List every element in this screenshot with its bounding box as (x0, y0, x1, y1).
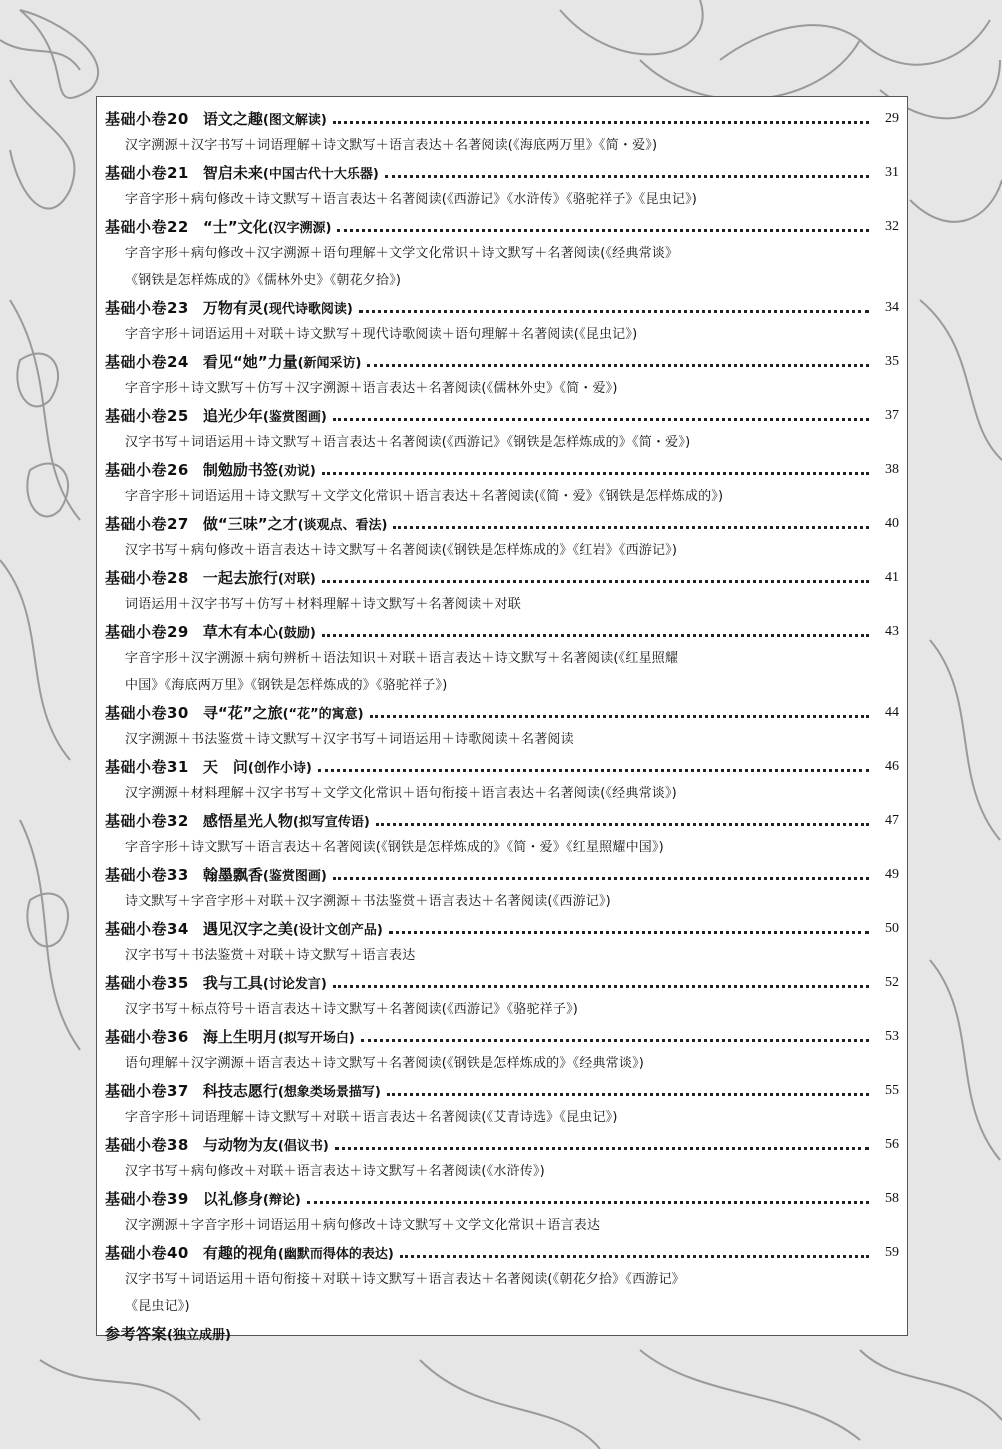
toc-entry-name: 制勉励书签 (202, 461, 278, 479)
toc-entry-code: 基础小卷27 (105, 515, 189, 533)
toc-entry-page-number: 47 (885, 812, 899, 828)
answer-key-subtitle: (独立成册) (167, 1328, 231, 1343)
toc-entry-code: 基础小卷36 (105, 1028, 189, 1046)
answer-key-entry[interactable] (105, 1320, 899, 1347)
toc-entry-description: 字音字形＋诗文默写＋仿写＋汉字溯源＋语言表达＋名著阅读(《儒林外史》《简・爱》) (125, 381, 618, 396)
toc-entry-name: 科技志愿行 (202, 1082, 278, 1100)
toc-entry[interactable] (105, 105, 899, 159)
toc-entry-subtitle: (设计文创产品) (292, 923, 383, 938)
dot-leader (307, 1201, 869, 1204)
toc-entry-page-number: 34 (885, 299, 899, 315)
toc-entry-description: 字音字形＋病句修改＋汉字溯源＋语句理解＋文学文化常识＋诗文默写＋名著阅读(《经典常谈》 (125, 246, 679, 261)
dot-leader (337, 229, 869, 232)
toc-entry-code: 基础小卷29 (105, 623, 189, 641)
toc-entry-title-line (105, 753, 899, 780)
toc-entry-title-line (105, 510, 899, 537)
toc-entry-subtitle: (创作小诗) (247, 761, 312, 776)
toc-entry-subtitle: (劝说) (277, 464, 316, 479)
toc-entry-page-number: 44 (885, 704, 899, 720)
toc-entry-title-line (105, 1023, 899, 1050)
toc-entry-name: “士”文化 (202, 218, 268, 236)
toc-entry[interactable] (105, 1185, 899, 1239)
toc-entry-subtitle: (鉴赏图画) (262, 869, 327, 884)
toc-entry-name: 有趣的视角 (202, 1244, 278, 1262)
toc-entry[interactable] (105, 456, 899, 510)
toc-entry[interactable] (105, 915, 899, 969)
toc-entry-page-number: 50 (885, 920, 899, 936)
toc-entry-description: 词语运用＋汉字书写＋仿写＋材料理解＋诗文默写＋名著阅读＋对联 (125, 597, 522, 612)
toc-entry-title-line (105, 1185, 899, 1212)
toc-entry-subtitle: (谈观点、看法) (297, 518, 388, 533)
toc-entry[interactable] (105, 699, 899, 753)
answer-key-label: 参考答案 (105, 1325, 168, 1343)
toc-entry-title-line (105, 105, 899, 132)
toc-entry-description: 字音字形＋诗文默写＋语言表达＋名著阅读(《钢铁是怎样炼成的》《简・爱》《红星照耀中国》) (125, 840, 664, 855)
toc-entry-description: 字音字形＋病句修改＋诗文默写＋语言表达＋名著阅读(《西游记》《水浒传》《骆驼祥子》《昆虫记》) (125, 192, 698, 207)
toc-entry-description: 字音字形＋词语运用＋对联＋诗文默写＋现代诗歌阅读＋语句理解＋名著阅读(《昆虫记》) (125, 327, 638, 342)
toc-entry-code: 基础小卷37 (105, 1082, 189, 1100)
toc-entry-name: 与动物为友 (202, 1136, 278, 1154)
toc-entry-description: 汉字书写＋书法鉴赏＋对联＋诗文默写＋语言表达 (125, 948, 416, 963)
dot-leader (400, 1255, 869, 1258)
toc-entry-name: 智启未来 (202, 164, 263, 182)
table-of-contents (96, 96, 908, 1343)
dot-leader (322, 634, 869, 637)
toc-entry-description: 中国》《海底两万里》《钢铁是怎样炼成的》《骆驼祥子》) (125, 678, 448, 693)
toc-entry-name: 万物有灵 (202, 299, 263, 317)
toc-entry-page-number: 43 (885, 623, 899, 639)
toc-entry-page-number: 38 (885, 461, 899, 477)
toc-entry-subtitle: (辩论) (262, 1193, 301, 1208)
toc-entry-title-line (105, 348, 899, 375)
toc-entry-name: 遇见汉字之美 (202, 920, 293, 938)
dot-leader (333, 985, 869, 988)
toc-entry-name: 感悟星光人物 (202, 812, 293, 830)
toc-entry-code: 基础小卷33 (105, 866, 189, 884)
toc-entry-description: 汉字书写＋词语运用＋语句衔接＋对联＋诗文默写＋语言表达＋名著阅读(《朝花夕拾》《西游记》 (125, 1272, 685, 1287)
toc-entry[interactable] (105, 1023, 899, 1077)
toc-entry-subtitle: (图文解读) (262, 113, 327, 128)
toc-entry-code: 基础小卷39 (105, 1190, 189, 1208)
dot-leader (376, 823, 869, 826)
toc-entry-subtitle: (中国古代十大乐器) (262, 167, 379, 182)
toc-entry-subtitle: (“花”的寓意) (282, 707, 364, 722)
toc-entry-description: 汉字书写＋病句修改＋语言表达＋诗文默写＋名著阅读(《钢铁是怎样炼成的》《红岩》《西游记》) (125, 543, 678, 558)
toc-entry-page-number: 37 (885, 407, 899, 423)
toc-entry[interactable] (105, 969, 899, 1023)
toc-entry-title-line (105, 1077, 899, 1104)
dot-leader (333, 877, 869, 880)
toc-entry-title-line (105, 1131, 899, 1158)
toc-entry-code: 基础小卷24 (105, 353, 189, 371)
toc-entry-code: 基础小卷31 (105, 758, 189, 776)
toc-entry-name: 天 问 (202, 758, 248, 776)
toc-entry-page-number: 56 (885, 1136, 899, 1152)
toc-entry-page-number: 52 (885, 974, 899, 990)
dot-leader (367, 364, 869, 367)
toc-entry-description: 汉字书写＋标点符号＋语言表达＋诗文默写＋名著阅读(《西游记》《骆驼祥子》) (125, 1002, 579, 1017)
toc-entry[interactable] (105, 1239, 899, 1320)
toc-entry-description: 汉字溯源＋书法鉴赏＋诗文默写＋汉字书写＋词语运用＋诗歌阅读＋名著阅读 (125, 732, 574, 747)
toc-entry-code: 基础小卷28 (105, 569, 189, 587)
toc-entry-code: 基础小卷40 (105, 1244, 189, 1262)
toc-entry[interactable] (105, 1131, 899, 1185)
toc-entry-name: 以礼修身 (202, 1190, 263, 1208)
toc-entry-page-number: 40 (885, 515, 899, 531)
toc-entry-subtitle: (汉字溯源) (267, 221, 332, 236)
toc-entry-description: 字音字形＋汉字溯源＋病句辨析＋语法知识＋对联＋语言表达＋诗文默写＋名著阅读(《红星照耀 (125, 651, 679, 666)
toc-entry-description: 汉字书写＋词语运用＋诗文默写＋语言表达＋名著阅读(《西游记》《钢铁是怎样炼成的》《简・爱》) (125, 435, 691, 450)
toc-entry-code: 基础小卷23 (105, 299, 189, 317)
toc-entry[interactable] (105, 213, 899, 294)
toc-entry-page-number: 31 (885, 164, 899, 180)
toc-entry-title-line (105, 618, 899, 645)
toc-entry[interactable] (105, 1077, 899, 1131)
toc-entry-name: 草木有本心 (202, 623, 278, 641)
dot-leader (335, 1147, 869, 1150)
toc-entry-name: 海上生明月 (202, 1028, 278, 1046)
toc-entry-description: 汉字溯源＋材料理解＋汉字书写＋文学文化常识＋语句衔接＋语言表达＋名著阅读(《经典常谈》) (125, 786, 677, 801)
toc-entry-code: 基础小卷32 (105, 812, 189, 830)
toc-entry-code: 基础小卷22 (105, 218, 189, 236)
dot-leader (385, 175, 869, 178)
toc-entry-description: 《昆虫记》) (125, 1299, 190, 1314)
toc-entry-code: 基础小卷21 (105, 164, 189, 182)
toc-entry-subtitle: (拟写开场白) (277, 1031, 355, 1046)
toc-entry-code: 基础小卷30 (105, 704, 189, 722)
toc-entry-subtitle: (现代诗歌阅读) (262, 302, 353, 317)
toc-entry-subtitle: (鉴赏图画) (262, 410, 327, 425)
toc-entry-subtitle: (拟写宣传语) (292, 815, 370, 830)
toc-entry-name: 做“三味”之才 (202, 515, 298, 533)
toc-entry-description: 字音字形＋词语运用＋诗文默写＋文学文化常识＋语言表达＋名著阅读(《简・爱》《钢铁是怎样炼成的》) (125, 489, 724, 504)
toc-entry-subtitle: (讨论发言) (262, 977, 327, 992)
toc-entry-page-number: 41 (885, 569, 899, 585)
toc-entry-page-number: 29 (885, 110, 899, 126)
toc-entry-title-line (105, 807, 899, 834)
toc-entry[interactable] (105, 807, 899, 861)
toc-entry-code: 基础小卷38 (105, 1136, 189, 1154)
toc-entry-title-line (105, 1239, 899, 1266)
toc-entry-subtitle: (鼓励) (277, 626, 316, 641)
toc-entry-page-number: 32 (885, 218, 899, 234)
toc-entry[interactable] (105, 753, 899, 807)
toc-entry-title-line (105, 969, 899, 996)
dot-leader (359, 310, 869, 313)
toc-entry-title-line (105, 699, 899, 726)
toc-entry-title-line (105, 213, 899, 240)
toc-entry-page-number: 53 (885, 1028, 899, 1044)
toc-entry-description: 字音字形＋词语理解＋诗文默写＋对联＋语言表达＋名著阅读(《艾青诗选》《昆虫记》) (125, 1110, 618, 1125)
toc-entry-name: 翰墨飘香 (202, 866, 263, 884)
toc-entry-page-number: 59 (885, 1244, 899, 1260)
dot-leader (322, 472, 869, 475)
toc-entry-page-number: 49 (885, 866, 899, 882)
dot-leader (318, 769, 869, 772)
toc-entry-title-line (105, 159, 899, 186)
toc-entry-code: 基础小卷34 (105, 920, 189, 938)
toc-entry-code: 基础小卷25 (105, 407, 189, 425)
toc-entry[interactable] (105, 618, 899, 699)
toc-entry-subtitle: (倡议书) (277, 1139, 329, 1154)
toc-entry-name: 语文之趣 (202, 110, 263, 128)
toc-entry-subtitle: (新闻采访) (297, 356, 362, 371)
toc-entry-page-number: 46 (885, 758, 899, 774)
toc-entry-code: 基础小卷20 (105, 110, 189, 128)
toc-entry-description: 《钢铁是怎样炼成的》《儒林外史》《朝花夕拾》) (125, 273, 402, 288)
toc-entry-description: 语句理解＋汉字溯源＋语言表达＋诗文默写＋名著阅读(《钢铁是怎样炼成的》《经典常谈》) (125, 1056, 645, 1071)
toc-entry-name: 一起去旅行 (202, 569, 278, 587)
toc-entry-name: 我与工具 (202, 974, 263, 992)
toc-entry-title-line (105, 456, 899, 483)
toc-entry-code: 基础小卷35 (105, 974, 189, 992)
toc-entry-code: 基础小卷26 (105, 461, 189, 479)
toc-entry[interactable] (105, 510, 899, 564)
toc-entry-name: 寻“花”之旅 (202, 704, 283, 722)
toc-entry-title-line (105, 294, 899, 321)
toc-entry[interactable] (105, 294, 899, 348)
toc-entry-description: 汉字溯源＋字音字形＋词语运用＋病句修改＋诗文默写＋文学文化常识＋语言表达 (125, 1218, 601, 1233)
toc-entry[interactable] (105, 861, 899, 915)
dot-leader (322, 580, 869, 583)
dot-leader (333, 121, 869, 124)
toc-entry-name: 看见“她”力量 (202, 353, 298, 371)
dot-leader (387, 1093, 869, 1096)
toc-entry[interactable] (105, 159, 899, 213)
dot-leader (333, 418, 869, 421)
dot-leader (393, 526, 869, 529)
toc-entry-description: 汉字书写＋病句修改＋对联＋语言表达＋诗文默写＋名著阅读(《水浒传》) (125, 1164, 545, 1179)
toc-entry-name: 追光少年 (202, 407, 263, 425)
toc-entry-subtitle: (想象类场景描写) (277, 1085, 381, 1100)
toc-entry[interactable] (105, 348, 899, 402)
toc-entry-description: 汉字溯源＋汉字书写＋词语理解＋诗文默写＋语言表达＋名著阅读(《海底两万里》《简・爱》) (125, 138, 658, 153)
toc-entry-title-line (105, 402, 899, 429)
toc-entry-title-line (105, 861, 899, 888)
toc-entry-description: 诗文默写＋字音字形＋对联＋汉字溯源＋书法鉴赏＋语言表达＋名著阅读(《西游记》) (125, 894, 611, 909)
dot-leader (389, 931, 869, 934)
toc-entry[interactable] (105, 402, 899, 456)
toc-entry-page-number: 58 (885, 1190, 899, 1206)
toc-entry-page-number: 55 (885, 1082, 899, 1098)
dot-leader (370, 715, 869, 718)
toc-entry[interactable] (105, 564, 899, 618)
toc-entry-subtitle: (幽默而得体的表达) (277, 1247, 394, 1262)
toc-entry-title-line (105, 915, 899, 942)
toc-entry-page-number: 35 (885, 353, 899, 369)
dot-leader (361, 1039, 869, 1042)
toc-entry-title-line (105, 564, 899, 591)
toc-entry-subtitle: (对联) (277, 572, 316, 587)
